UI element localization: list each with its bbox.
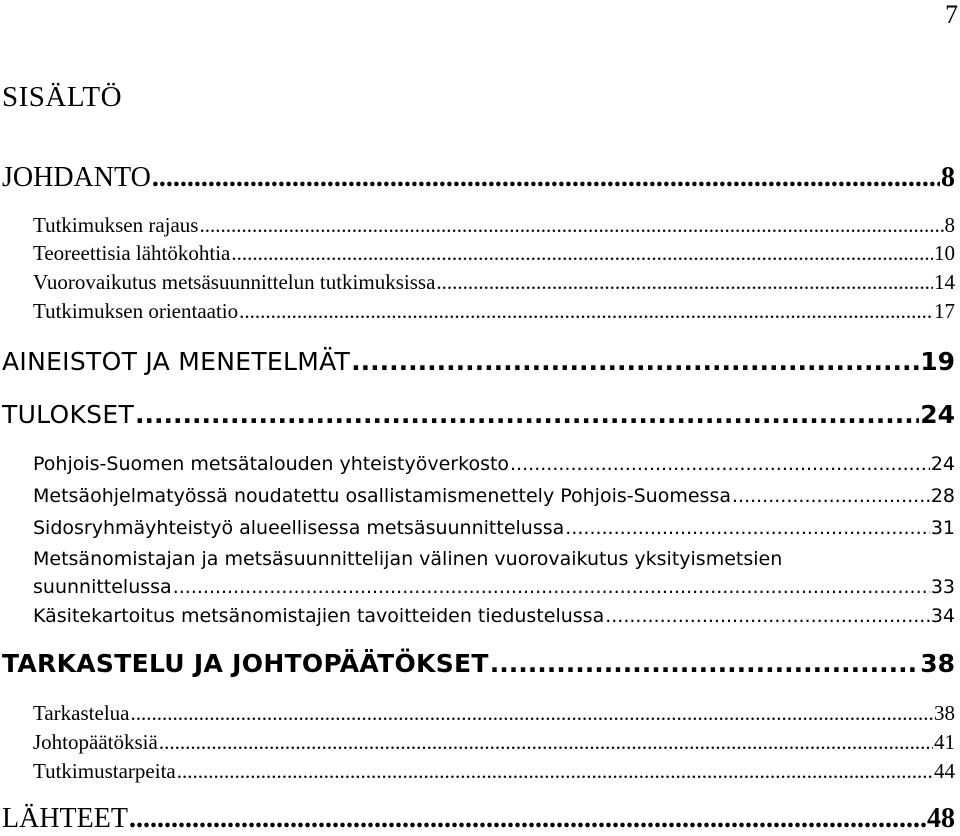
toc-entry-kasitekartoitus[interactable]: [33, 604, 955, 628]
dot-leader: [239, 299, 933, 323]
toc-entry-label: Tutkimuksen orientaatio: [33, 299, 239, 323]
toc-entry-page: 8: [944, 213, 955, 237]
dot-leader: [199, 213, 943, 237]
dot-leader: [605, 604, 930, 628]
dot-leader: [130, 701, 933, 725]
toc-entry-label: LÄHTEET: [2, 803, 128, 834]
toc-entry-page: 41: [934, 730, 955, 754]
toc-entry-page: 48: [927, 803, 955, 834]
toc-entry-label: Teoreettisia lähtökohtia: [33, 241, 231, 265]
toc-entry-page: 24: [930, 453, 955, 475]
toc-entry-metsanomistaja-line1[interactable]: Metsänomistajan ja metsäsuunnittelijan välinen vuorovaikutus yksityismetsien: [33, 548, 783, 570]
toc-entry-tutkimuksen-rajaus[interactable]: [33, 213, 955, 237]
dot-leader: [152, 161, 940, 195]
dot-leader: [565, 516, 930, 540]
toc-entry-page: 19: [920, 347, 955, 376]
toc-entry-page: 38: [934, 701, 955, 725]
toc-entry-aineistot-ja-menetelmat[interactable]: [2, 345, 955, 379]
dot-leader: [159, 730, 933, 754]
dot-leader: [510, 452, 930, 476]
toc-entry-page: 28: [930, 485, 955, 507]
toc-entry-page: 17: [934, 299, 955, 323]
toc-entry-page: 10: [934, 241, 955, 265]
dot-leader: [351, 345, 919, 379]
toc-entry-yhteistyoverkosto[interactable]: [33, 452, 955, 476]
toc-entry-tutkimustarpeita[interactable]: [33, 759, 955, 783]
toc-entry-sidosryhmayhteistyo[interactable]: [33, 516, 955, 540]
toc-entry-label: Tutkimustarpeita: [33, 759, 176, 783]
toc-entry-label: Metsäohjelmatyössä noudatettu osallistamismenettely Pohjois-Suomessa: [33, 485, 731, 507]
dot-leader: [177, 759, 933, 783]
toc-entry-johdanto[interactable]: [2, 161, 955, 195]
toc-entry-teoreettisia-lahtokohtia[interactable]: [33, 241, 955, 265]
toc-entry-label: Tarkastelua: [33, 701, 130, 725]
dot-leader: [732, 484, 930, 508]
toc-entry-label: TARKASTELU JA JOHTOPÄÄTÖKSET: [2, 649, 489, 678]
toc-entry-label: suunnittelussa: [33, 576, 172, 598]
toc-entry-label: Tutkimuksen rajaus: [33, 213, 199, 237]
dot-leader: [436, 270, 933, 294]
dot-leader: [135, 398, 919, 432]
toc-entry-page: 33: [930, 576, 955, 598]
toc-entry-tarkastelu-ja-johtopaatokset[interactable]: [2, 647, 955, 681]
toc-entry-tutkimuksen-orientaatio[interactable]: [33, 299, 955, 323]
toc-entry-page: 34: [930, 605, 955, 627]
dot-leader: [231, 241, 933, 265]
toc-entry-label: Käsitekartoitus metsänomistajien tavoitteiden tiedustelussa: [33, 605, 605, 627]
toc-entry-page: 38: [920, 649, 955, 678]
toc-entry-label: TULOKSET: [2, 400, 135, 429]
toc-entry-label: JOHDANTO: [2, 162, 151, 193]
toc-entry-osallistamismenettely[interactable]: [33, 484, 955, 508]
dot-leader: [173, 575, 930, 599]
page-title: SISÄLTÖ: [2, 81, 123, 113]
page-number: 7: [945, 0, 958, 29]
toc-entry-label: Sidosryhmäyhteistyö alueellisessa metsäsuunnittelussa: [33, 517, 565, 539]
toc-entry-label: AINEISTOT JA MENETELMÄT: [2, 347, 351, 376]
toc-entry-page: 24: [920, 400, 955, 429]
toc-entry-metsanomistaja[interactable]: [33, 575, 955, 599]
toc-entry-tarkastelua[interactable]: [33, 701, 955, 725]
toc-entry-label: Johtopäätöksiä: [33, 730, 158, 754]
toc-entry-tulokset[interactable]: [2, 398, 955, 432]
toc-entry-johtopaatoksia[interactable]: [33, 730, 955, 754]
dot-leader: [490, 647, 919, 681]
toc-entry-page: 14: [934, 270, 955, 294]
toc-entry-label: Vuorovaikutus metsäsuunnittelun tutkimuksissa: [33, 270, 436, 294]
toc-entry-vuorovaikutus[interactable]: [33, 270, 955, 294]
toc-entry-page: 44: [934, 759, 955, 783]
toc-entry-page: 8: [941, 162, 955, 193]
toc-entry-label: Pohjois-Suomen metsätalouden yhteistyöverkosto: [33, 453, 510, 475]
toc-entry-page: 31: [930, 517, 955, 539]
